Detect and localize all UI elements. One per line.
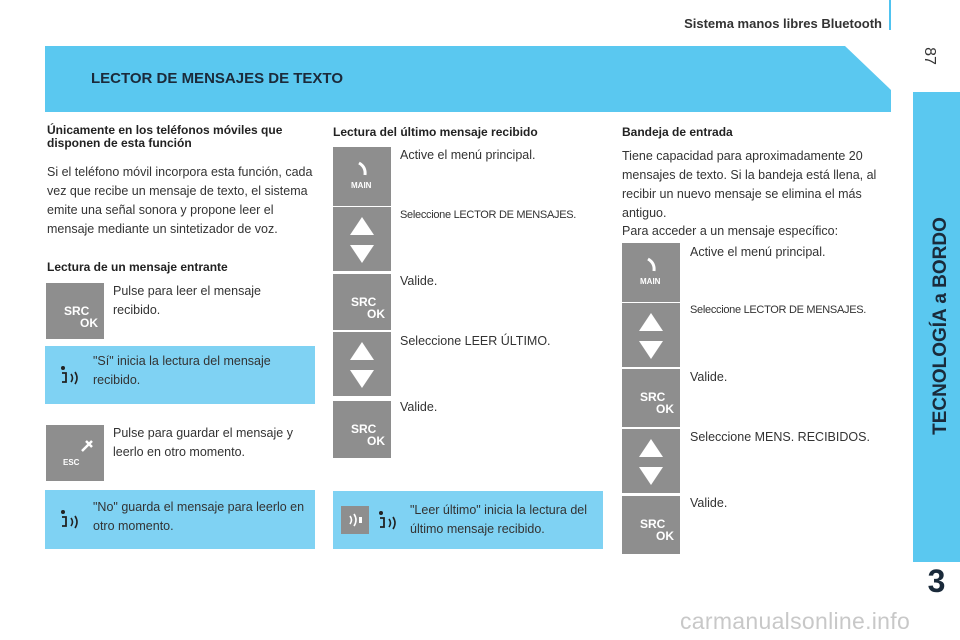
col3-step2: Seleccione LECTOR DE MENSAJES. bbox=[690, 304, 867, 316]
arrows-key-icon bbox=[333, 207, 391, 271]
col2-step4: Seleccione LEER ÚLTIMO. bbox=[400, 334, 551, 348]
main-key-icon bbox=[333, 147, 391, 206]
col2-step1: Active el menú principal. bbox=[400, 148, 536, 162]
main-label: MAIN bbox=[351, 181, 372, 190]
voice-text-no: "No" guarda el mensaje para leerlo en otro momento. bbox=[93, 500, 305, 533]
voice-icon bbox=[59, 507, 85, 533]
src-ok-key-icon bbox=[333, 274, 391, 330]
chapter-title: TECNOLOGÍA a BORDO bbox=[930, 217, 951, 435]
arrows-key-icon bbox=[333, 332, 391, 396]
ok-label: OK bbox=[656, 529, 674, 543]
col1-heading: Únicamente en los teléfonos móviles que disponen de esta función bbox=[47, 123, 283, 150]
col2-step3: Valide. bbox=[400, 274, 438, 288]
section-title: LECTOR DE MENSAJES DE TEXTO bbox=[91, 70, 343, 87]
src-ok-key-icon bbox=[333, 401, 391, 458]
esc-label: ESC bbox=[63, 458, 80, 467]
arrows-key-icon bbox=[622, 303, 680, 367]
col3-step1: Active el menú principal. bbox=[690, 245, 826, 259]
col3-step4: Seleccione MENS. RECIBIDOS. bbox=[690, 430, 870, 444]
ok-label: OK bbox=[367, 307, 385, 321]
col3-intro: Tiene capacidad para aproximadamente 20 mensajes de texto. Si la bandeja está llena, al recibir un nuevo mensaje se elimina el más antiguo. bbox=[622, 149, 877, 220]
ok-label: OK bbox=[80, 316, 98, 330]
col3-access: Para acceder a un mensaje específico: bbox=[622, 224, 839, 238]
voice-text-last: "Leer último" inicia la lectura del último mensaje recibido. bbox=[410, 503, 588, 536]
src-label: SRC bbox=[351, 295, 377, 309]
src-ok-key-icon bbox=[46, 283, 104, 339]
src-ok-key-icon bbox=[622, 369, 680, 427]
voice-icon bbox=[377, 508, 403, 534]
src-ok-key-icon bbox=[622, 496, 680, 554]
col1-step2: Pulse para guardar el mensaje y leerlo en otro momento. bbox=[113, 426, 293, 459]
watermark: carmanualsonline.info bbox=[680, 608, 911, 634]
col1-step1: Pulse para leer el mensaje recibido. bbox=[113, 284, 261, 317]
voice-text-yes: "Sí" inicia la lectura del mensaje recibido. bbox=[93, 354, 271, 387]
page-number: 87 bbox=[921, 47, 938, 65]
voice-icon bbox=[59, 363, 85, 389]
voice-command-box-yes bbox=[45, 346, 315, 404]
ok-label: OK bbox=[367, 434, 385, 448]
main-key-icon bbox=[622, 243, 680, 302]
chapter-number: 3 bbox=[927, 563, 946, 599]
header-divider bbox=[889, 0, 891, 30]
col1-subheading: Lectura de un mensaje entrante bbox=[47, 260, 228, 274]
col1-intro: Si el teléfono móvil incorpora esta función, cada vez que recibe un mensaje de texto, el sistema emite una señal sonora y propone leer el mensaje mediante un sintetizador de voz. bbox=[47, 165, 313, 236]
src-label: SRC bbox=[640, 517, 666, 531]
chapter-tab-label bbox=[931, 100, 951, 550]
ok-label: OK bbox=[656, 402, 674, 416]
section-banner bbox=[45, 46, 891, 112]
col2-heading: Lectura del último mensaje recibido bbox=[333, 125, 538, 139]
col2-step2: Seleccione LECTOR DE MENSAJES. bbox=[400, 209, 577, 221]
src-label: SRC bbox=[640, 390, 666, 404]
src-label: SRC bbox=[351, 422, 377, 436]
arrows-key-icon bbox=[622, 429, 680, 493]
esc-key-icon bbox=[46, 425, 104, 481]
col3-step3: Valide. bbox=[690, 370, 728, 384]
col3-step5: Valide. bbox=[690, 496, 728, 510]
main-label: MAIN bbox=[640, 277, 661, 286]
src-label: SRC bbox=[64, 304, 90, 318]
voice-command-box-last bbox=[333, 491, 603, 549]
running-header: Sistema manos libres Bluetooth bbox=[684, 16, 882, 31]
voice-command-box-no bbox=[45, 490, 315, 549]
col2-step5: Valide. bbox=[400, 400, 438, 414]
col3-heading: Bandeja de entrada bbox=[622, 125, 733, 139]
speaker-icon bbox=[341, 506, 369, 534]
